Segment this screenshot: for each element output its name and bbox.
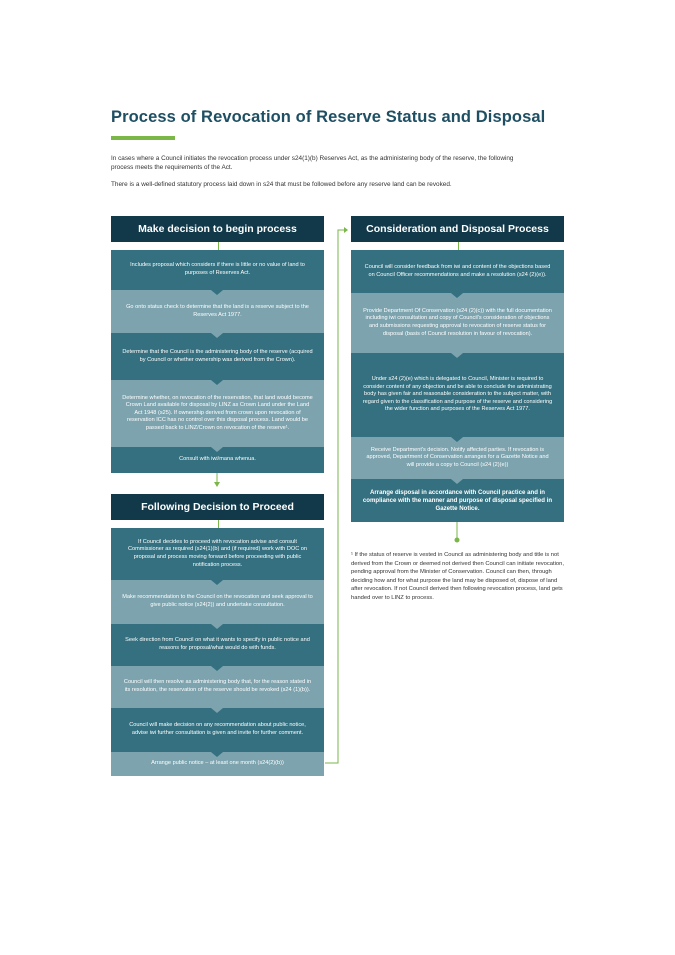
step-notch — [451, 353, 463, 358]
step-notch — [211, 580, 223, 585]
intro-paragraph-1: In cases where a Council initiates the revocation process under s24(1)(b) Reserves Act, as the administering body of the reserve, the following process meets the requirements of the Act. — [111, 155, 514, 171]
proceed-step-2: Make recommendation to the Council on the revocation and seek approval to give public notice (s24(2)) and undertake consultation. — [111, 580, 324, 624]
step-notch — [211, 333, 223, 338]
consideration-step-3: Under s24 (2)(e) which is delegated to Council, Minister is required to consider content of any objection and be able to conclude the administrating body has given fair and reasonable consideration to the subject matter, with regard given to the classification and purpose of the reserve and considering the wider function and purposes of the Reserves Act 1977. — [351, 353, 564, 437]
consideration-step-1: Council will consider feedback from iwi and content of the objections based on Council Officer recommendations and make a resolution (s24 (2)(e)). — [351, 250, 564, 293]
intro-paragraph-2: There is a well-defined statutory process laid down in s24 that must be followed before any reserve land can be revoked. — [111, 181, 452, 188]
consideration-step-2: Provide Department Of Conservation (s24 (2)(c)) with the full documentation including iwi consultation and copy of Council's consideration of objections and submissions requesting approval to revocation of reserve status for disposal (basis of Council resolution in favour of revocation). — [351, 293, 564, 353]
header-following-decision: Following Decision to Proceed — [111, 494, 324, 520]
proceed-step-4: Council will then resolve as administering body that, for the reason stated in its resolution, the reservation of the reserve should be revoked (s24 (1)(b)). — [111, 666, 324, 708]
step-notch — [211, 290, 223, 295]
step-notch — [211, 666, 223, 671]
consideration-step-5: Arrange disposal in accordance with Council practice and in compliance with the manner and purpose of disposal specified in Gazette Notice. — [351, 479, 564, 522]
connector-arrow-right — [344, 227, 348, 233]
step-notch — [451, 293, 463, 298]
connector-line — [325, 230, 344, 763]
begin-step-2: Go onto status check to determine that the land is a reserve subject to the Reserves Act 1977. — [111, 290, 324, 333]
begin-step-4: Determine whether, on revocation of the reservation, that land would become Crown Land available for disposal by LINZ as Crown Land under the Land Act 1948 (s25). If ownership derived from crown upon revocation of reservation ICC has no control over this disposal process. Land would be passed back to LINZ/Crown on revocation of the reserve¹. — [111, 380, 324, 447]
proceed-step-5: Council will make decision on any recommendation about public notice, advise iwi further consultation is given and invite for further comment. — [111, 708, 324, 752]
step-notch — [211, 708, 223, 713]
proceed-step-6: Arrange public notice – at least one month (s24(2)(b)) — [111, 752, 324, 776]
step-notch — [211, 447, 223, 452]
proceed-step-1: If Council decides to proceed with revocation advise and consult Commissioner as required (s24(1)(b) and (if required) work with DOC on proposal and process moving forward before proceeding with public notification process. — [111, 528, 324, 580]
connector-arrow-down — [214, 482, 220, 487]
step-notch — [211, 624, 223, 629]
begin-step-3: Determine that the Council is the administering body of the reserve (acquired by Council or whether ownership was derived from the Crown). — [111, 333, 324, 380]
page-title: Process of Revocation of Reserve Status and Disposal — [111, 108, 546, 126]
step-notch — [451, 437, 463, 442]
begin-step-1: Includes proposal which considers if there is little or no value of land to purposes of Reserves Act. — [111, 250, 324, 290]
consideration-step-4: Receive Department's decision. Notify affected parties. If revocation is approved, Department of Conservation arranges for a Gazette Notice and will provide a copy to Council (s24 (2)(e)) — [351, 437, 564, 479]
proceed-step-3: Seek direction from Council on what it wants to specify in public notice and reasons for proposal/what would do with funds. — [111, 624, 324, 666]
header-begin-process: Make decision to begin process — [111, 216, 324, 242]
step-notch — [211, 380, 223, 385]
end-dot — [455, 538, 460, 543]
step-notch — [211, 752, 223, 757]
header-consideration-disposal: Consideration and Disposal Process — [351, 216, 564, 242]
footnote: ¹ If the status of reserve is vested in Council as administering body and title is not derived from the Crown or deemed not derived then Council can initiate revocation, pending approval from the Minister of Conservation. Council can then, through deciding how and for what purpose the land may be disposed of, dispose of land after revocation. If not Council derived then following revocation process, land gets handed over to LINZ to process. — [351, 552, 564, 601]
step-notch — [451, 479, 463, 484]
begin-step-5: Consult with iwi/mana whenua. — [111, 447, 324, 473]
